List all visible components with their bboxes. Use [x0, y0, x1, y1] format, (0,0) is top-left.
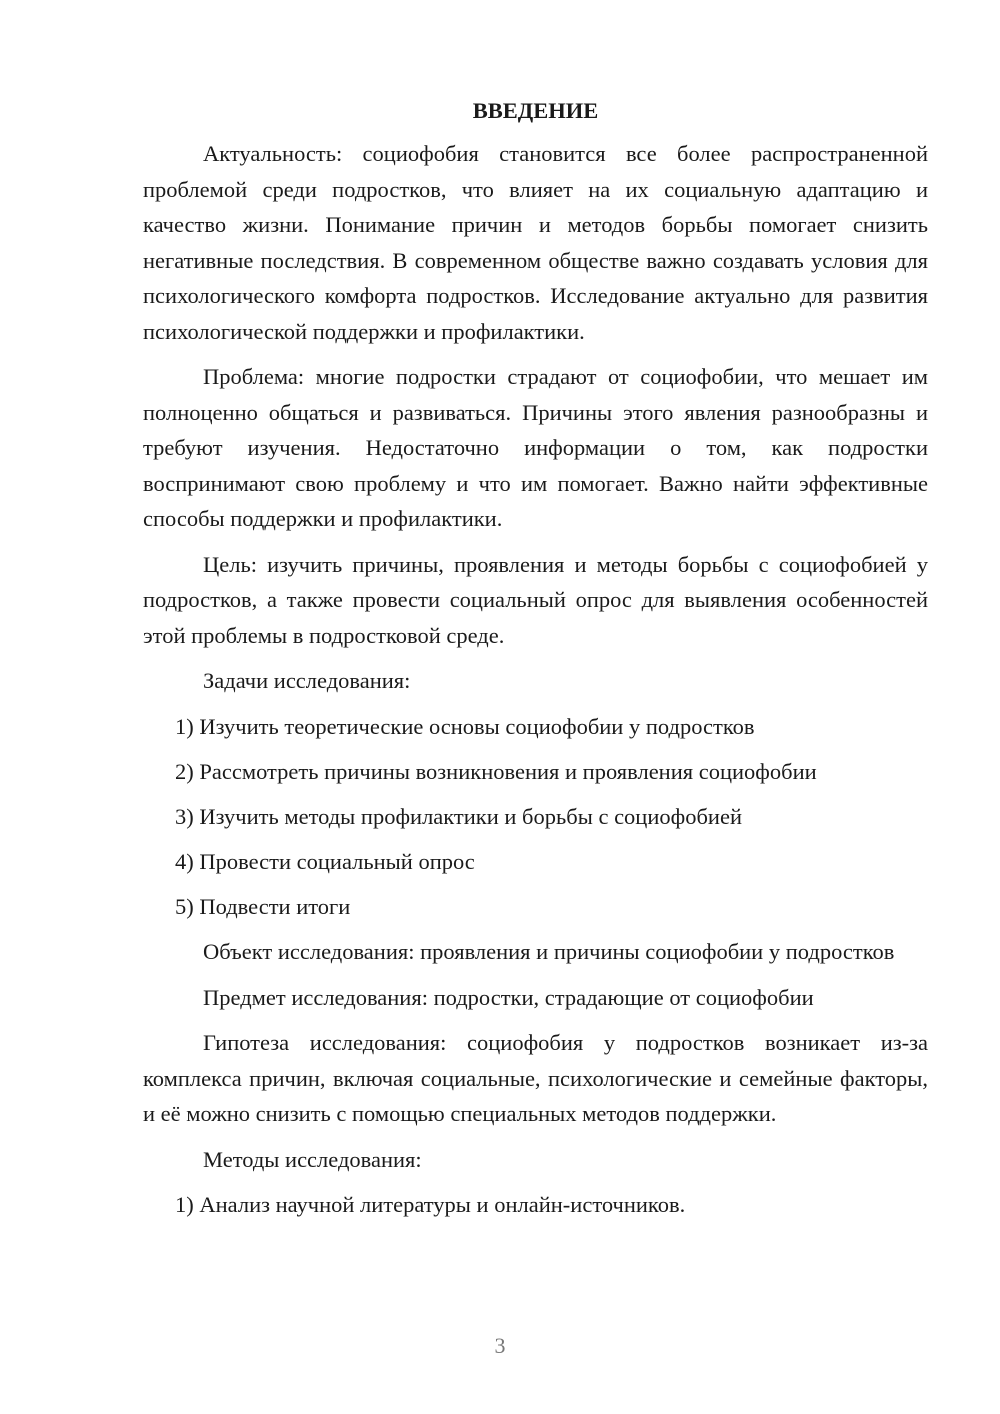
problem-paragraph: Проблема: многие подростки страдают от социофобии, что мешает им полноценно общаться и развиваться. Причины этого явления разнообразны и требуют изучения. Недостаточно информации о том, как подростки воспринимают свою проблему и что им помогает. Важно найти эффективные способы поддержки и профилактики.	[143, 364, 928, 531]
document-body	[143, 96, 928, 1233]
subject-paragraph: Предмет исследования: подростки, страдающие от социофобии	[203, 984, 814, 1010]
methods-list	[143, 1187, 928, 1223]
relevance-paragraph: Актуальность: социофобия становится все более распространенной проблемой среди подростков, что влияет на их социальную адаптацию и качество жизни. Понимание причин и методов борьбы помогает снизить негативные последствия. В современном обществе важно создавать условия для психологического комфорта подростков. Исследование актуально для развития психологической поддержки и профилактики.	[143, 141, 928, 344]
object-paragraph: Объект исследования: проявления и причины социофобии у подростков	[203, 939, 895, 964]
list-item: 1) Анализ научной литературы и онлайн-источников.	[175, 1192, 686, 1217]
list-item: 3) Изучить методы профилактики и борьбы с социофобией	[175, 803, 742, 829]
page-number: 3	[494, 1333, 506, 1358]
list-item: 4) Провести социальный опрос	[175, 848, 475, 874]
list-item: 1) Изучить теоретические основы социофобии у подростков	[175, 713, 755, 739]
methods-heading: Методы исследования:	[203, 1146, 422, 1172]
hypothesis-paragraph: Гипотеза исследования: социофобия у подростков возникает из-за комплекса причин, включая социальные, психологические и семейные факторы, и её можно снизить с помощью специальных методов поддержки.	[143, 1030, 928, 1126]
tasks-list	[143, 709, 928, 925]
list-item: 2) Рассмотреть причины возникновения и проявления социофобии	[175, 758, 817, 784]
list-item: 5) Подвести итоги	[175, 893, 351, 919]
tasks-heading: Задачи исследования:	[203, 668, 411, 693]
page-title: ВВЕДЕНИЕ	[472, 98, 599, 123]
goal-paragraph: Цель: изучить причины, проявления и методы борьбы с социофобией у подростков, а также провести социальный опрос для выявления особенностей этой проблемы в подростковой среде.	[143, 551, 928, 648]
